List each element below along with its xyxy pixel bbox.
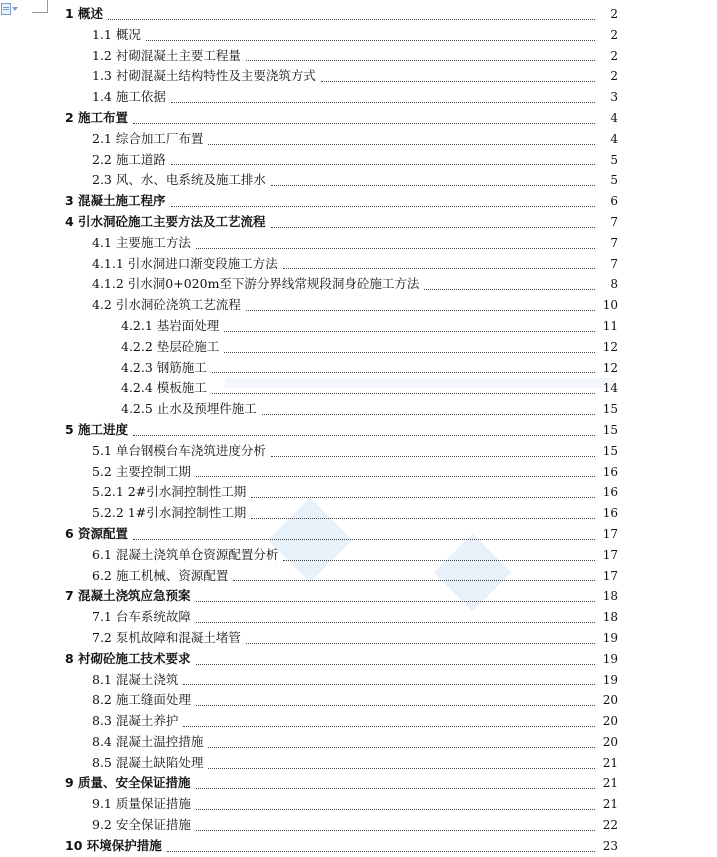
dot-leader bbox=[196, 705, 595, 706]
toc-entry-title: 4.1.1 引水洞进口渐变段施工方法 bbox=[92, 255, 278, 271]
dot-leader bbox=[224, 352, 595, 353]
toc-entry[interactable] bbox=[0, 628, 717, 649]
dot-leader bbox=[167, 851, 595, 852]
dot-leader bbox=[246, 60, 595, 61]
toc-entry[interactable] bbox=[0, 773, 717, 794]
toc-entry-title: 1.3 衬砌混凝土结构特性及主要浇筑方式 bbox=[92, 68, 316, 84]
dot-leader bbox=[233, 580, 595, 581]
dot-leader bbox=[208, 747, 595, 748]
toc-entry-page-number: 12 bbox=[602, 360, 618, 375]
toc-entry-page-number: 2 bbox=[610, 7, 618, 21]
toc-entry-page-number: 20 bbox=[602, 714, 618, 729]
toc-entry[interactable] bbox=[0, 66, 717, 87]
toc-entry-page-number: 7 bbox=[610, 214, 618, 229]
toc-entry-title: 6.1 混凝土浇筑单仓资源配置分析 bbox=[92, 546, 279, 562]
toc-entry[interactable] bbox=[0, 4, 717, 25]
toc-entry[interactable] bbox=[0, 274, 717, 295]
dot-leader bbox=[212, 393, 595, 394]
dot-leader bbox=[183, 726, 595, 727]
dot-leader bbox=[196, 664, 595, 665]
toc-entry[interactable] bbox=[0, 87, 717, 108]
toc-entry[interactable] bbox=[0, 378, 717, 399]
toc-entry-title: 9.2 安全保证措施 bbox=[92, 817, 191, 833]
toc-entry[interactable] bbox=[0, 441, 717, 462]
dot-leader bbox=[133, 123, 595, 124]
toc-entry-page-number: 5 bbox=[610, 173, 618, 188]
toc-entry-page-number: 19 bbox=[602, 630, 618, 645]
toc-entry-title: 5.1 单台钢模台车浇筑进度分析 bbox=[92, 442, 266, 458]
dot-leader bbox=[271, 456, 595, 457]
toc-entry[interactable] bbox=[0, 399, 717, 420]
toc-entry-title: 4.1.2 引水洞0+020m至下游分界线常规段洞身砼施工方法 bbox=[92, 276, 420, 292]
toc-entry-page-number: 15 bbox=[602, 422, 618, 437]
dot-leader bbox=[251, 518, 595, 519]
dot-leader bbox=[171, 164, 595, 165]
toc-entry-title: 9 质量、安全保证措施 bbox=[65, 775, 191, 791]
toc-entry[interactable] bbox=[0, 129, 717, 150]
toc-entry[interactable] bbox=[0, 794, 717, 815]
toc-entry[interactable] bbox=[0, 170, 717, 191]
dot-leader bbox=[283, 560, 595, 561]
toc-entry-page-number: 21 bbox=[602, 797, 618, 812]
toc-entry-title: 8.1 混凝土浇筑 bbox=[92, 671, 179, 687]
dot-leader bbox=[208, 144, 595, 145]
toc-entry-page-number: 14 bbox=[602, 381, 618, 396]
toc-entry-title: 5.2.1 2#引水洞控制性工期 bbox=[92, 484, 247, 500]
toc-entry-page-number: 15 bbox=[602, 443, 618, 458]
toc-entry-page-number: 2 bbox=[610, 69, 618, 84]
toc-entry-page-number: 20 bbox=[602, 734, 618, 749]
toc-entry[interactable] bbox=[0, 815, 717, 836]
toc-entry[interactable] bbox=[0, 753, 717, 774]
toc-entry-page-number: 16 bbox=[602, 485, 618, 500]
dot-leader bbox=[224, 331, 595, 332]
toc-entry-page-number: 16 bbox=[602, 464, 618, 479]
toc-entry[interactable] bbox=[0, 254, 717, 275]
dot-leader bbox=[183, 684, 595, 685]
toc-entry[interactable] bbox=[0, 690, 717, 711]
table-of-contents bbox=[0, 4, 717, 857]
toc-entry[interactable] bbox=[0, 586, 717, 607]
dot-leader bbox=[171, 102, 595, 103]
dot-leader bbox=[208, 768, 595, 769]
toc-entry[interactable] bbox=[0, 191, 717, 212]
toc-entry-title: 6.2 施工机械、资源配置 bbox=[92, 567, 229, 583]
toc-entry[interactable] bbox=[0, 295, 717, 316]
toc-entry-page-number: 17 bbox=[602, 547, 618, 562]
dot-leader bbox=[321, 81, 595, 82]
toc-entry-title: 8 衬砌砼施工技术要求 bbox=[65, 650, 191, 666]
toc-entry[interactable] bbox=[0, 337, 717, 358]
toc-entry[interactable] bbox=[0, 462, 717, 483]
toc-entry-page-number: 11 bbox=[602, 318, 618, 333]
toc-entry-title: 10 环境保护措施 bbox=[65, 837, 162, 853]
toc-entry[interactable] bbox=[0, 524, 717, 545]
dot-leader bbox=[146, 40, 595, 41]
toc-entry-title: 7.1 台车系统故障 bbox=[92, 609, 191, 625]
toc-entry[interactable] bbox=[0, 711, 717, 732]
dot-leader bbox=[271, 227, 595, 228]
toc-entry-title: 2 施工布置 bbox=[65, 109, 129, 125]
toc-entry[interactable] bbox=[0, 670, 717, 691]
toc-entry[interactable] bbox=[0, 150, 717, 171]
toc-entry-page-number: 17 bbox=[602, 526, 618, 541]
toc-entry[interactable] bbox=[0, 108, 717, 129]
toc-entry-title: 2.1 综合加工厂布置 bbox=[92, 130, 204, 146]
toc-entry-title: 5.2.2 1#引水洞控制性工期 bbox=[92, 505, 247, 521]
dot-leader bbox=[212, 372, 595, 373]
toc-entry-title: 4 引水洞砼施工主要方法及工艺流程 bbox=[65, 213, 266, 229]
dot-leader bbox=[262, 414, 595, 415]
toc-entry-title: 7 混凝土浇筑应急预案 bbox=[65, 588, 191, 604]
toc-entry-page-number: 21 bbox=[602, 755, 618, 770]
toc-entry[interactable] bbox=[0, 233, 717, 254]
toc-entry-page-number: 19 bbox=[602, 672, 618, 687]
toc-entry-title: 2.3 风、水、电系统及施工排水 bbox=[92, 172, 266, 188]
toc-entry-title: 1.2 衬砌混凝土主要工程量 bbox=[92, 47, 241, 63]
toc-entry-page-number: 4 bbox=[610, 110, 618, 125]
dot-leader bbox=[196, 476, 595, 477]
toc-entry-title: 8.5 混凝土缺陷处理 bbox=[92, 754, 204, 770]
dot-leader bbox=[196, 248, 595, 249]
toc-entry-page-number: 3 bbox=[610, 90, 618, 105]
toc-entry[interactable] bbox=[0, 316, 717, 337]
toc-entry-title: 9.1 质量保证措施 bbox=[92, 796, 191, 812]
dot-leader bbox=[283, 268, 595, 269]
toc-entry-title: 4.1 主要施工方法 bbox=[92, 234, 191, 250]
dot-leader bbox=[171, 206, 595, 207]
toc-entry-page-number: 16 bbox=[602, 506, 618, 521]
toc-entry-page-number: 2 bbox=[610, 27, 618, 42]
toc-entry-page-number: 18 bbox=[602, 589, 618, 604]
dot-leader bbox=[196, 601, 595, 602]
toc-entry[interactable] bbox=[0, 545, 717, 566]
dot-leader bbox=[133, 539, 595, 540]
toc-entry-page-number: 7 bbox=[610, 235, 618, 250]
toc-entry-title: 8.4 混凝土温控措施 bbox=[92, 733, 204, 749]
toc-entry-title: 1 概述 bbox=[65, 6, 104, 21]
dot-leader bbox=[196, 622, 595, 623]
toc-entry-page-number: 19 bbox=[602, 651, 618, 666]
toc-entry-title: 5 施工进度 bbox=[65, 421, 129, 437]
toc-entry[interactable] bbox=[0, 25, 717, 46]
toc-entry-title: 5.2 主要控制工期 bbox=[92, 463, 191, 479]
toc-entry[interactable] bbox=[0, 358, 717, 379]
toc-entry[interactable] bbox=[0, 836, 717, 857]
dot-leader bbox=[246, 310, 595, 311]
toc-entry-page-number: 7 bbox=[610, 256, 618, 271]
toc-entry-page-number: 12 bbox=[602, 339, 618, 354]
toc-entry[interactable] bbox=[0, 212, 717, 233]
toc-entry[interactable] bbox=[0, 732, 717, 753]
toc-entry[interactable] bbox=[0, 482, 717, 503]
toc-entry-title: 6 资源配置 bbox=[65, 525, 129, 541]
toc-entry-title: 4.2.1 基岩面处理 bbox=[121, 317, 220, 333]
toc-entry-page-number: 5 bbox=[610, 152, 618, 167]
toc-entry-title: 3 混凝土施工程序 bbox=[65, 193, 166, 209]
toc-entry-page-number: 23 bbox=[602, 838, 618, 853]
dot-leader bbox=[271, 185, 595, 186]
toc-entry-page-number: 17 bbox=[602, 568, 618, 583]
toc-entry[interactable] bbox=[0, 649, 717, 670]
toc-entry-title: 7.2 泵机故障和混凝土堵管 bbox=[92, 629, 241, 645]
toc-entry[interactable] bbox=[0, 607, 717, 628]
toc-entry-page-number: 21 bbox=[602, 776, 618, 791]
toc-entry-title: 4.2 引水洞砼浇筑工艺流程 bbox=[92, 297, 241, 313]
toc-entry-page-number: 2 bbox=[610, 48, 618, 63]
toc-entry-title: 8.2 施工缝面处理 bbox=[92, 692, 191, 708]
toc-entry-title: 1.1 概况 bbox=[92, 26, 141, 42]
dot-leader bbox=[196, 830, 595, 831]
toc-entry-page-number: 20 bbox=[602, 693, 618, 708]
dot-leader bbox=[251, 497, 595, 498]
toc-entry-title: 4.2.4 模板施工 bbox=[121, 380, 207, 396]
dot-leader bbox=[196, 809, 595, 810]
toc-entry-page-number: 8 bbox=[610, 277, 618, 292]
toc-entry[interactable] bbox=[0, 503, 717, 524]
toc-entry-page-number: 6 bbox=[610, 194, 618, 209]
toc-entry-page-number: 4 bbox=[610, 131, 618, 146]
toc-entry[interactable] bbox=[0, 46, 717, 67]
toc-entry-page-number: 22 bbox=[602, 818, 618, 833]
dot-leader bbox=[246, 643, 595, 644]
toc-entry-page-number: 18 bbox=[602, 610, 618, 625]
toc-entry-title: 4.2.5 止水及预埋件施工 bbox=[121, 401, 257, 417]
toc-entry-title: 2.2 施工道路 bbox=[92, 151, 166, 167]
dot-leader bbox=[196, 788, 595, 789]
dot-leader bbox=[424, 289, 595, 290]
toc-entry-page-number: 10 bbox=[602, 298, 618, 313]
toc-entry[interactable] bbox=[0, 420, 717, 441]
toc-entry-title: 1.4 施工依据 bbox=[92, 89, 166, 105]
dot-leader bbox=[133, 435, 595, 436]
toc-entry-page-number: 15 bbox=[602, 402, 618, 417]
toc-entry-title: 4.2.2 垫层砼施工 bbox=[121, 338, 220, 354]
dot-leader bbox=[108, 19, 595, 20]
toc-entry[interactable] bbox=[0, 566, 717, 587]
toc-entry-title: 4.2.3 钢筋施工 bbox=[121, 359, 207, 375]
toc-entry-title: 8.3 混凝土养护 bbox=[92, 713, 179, 729]
